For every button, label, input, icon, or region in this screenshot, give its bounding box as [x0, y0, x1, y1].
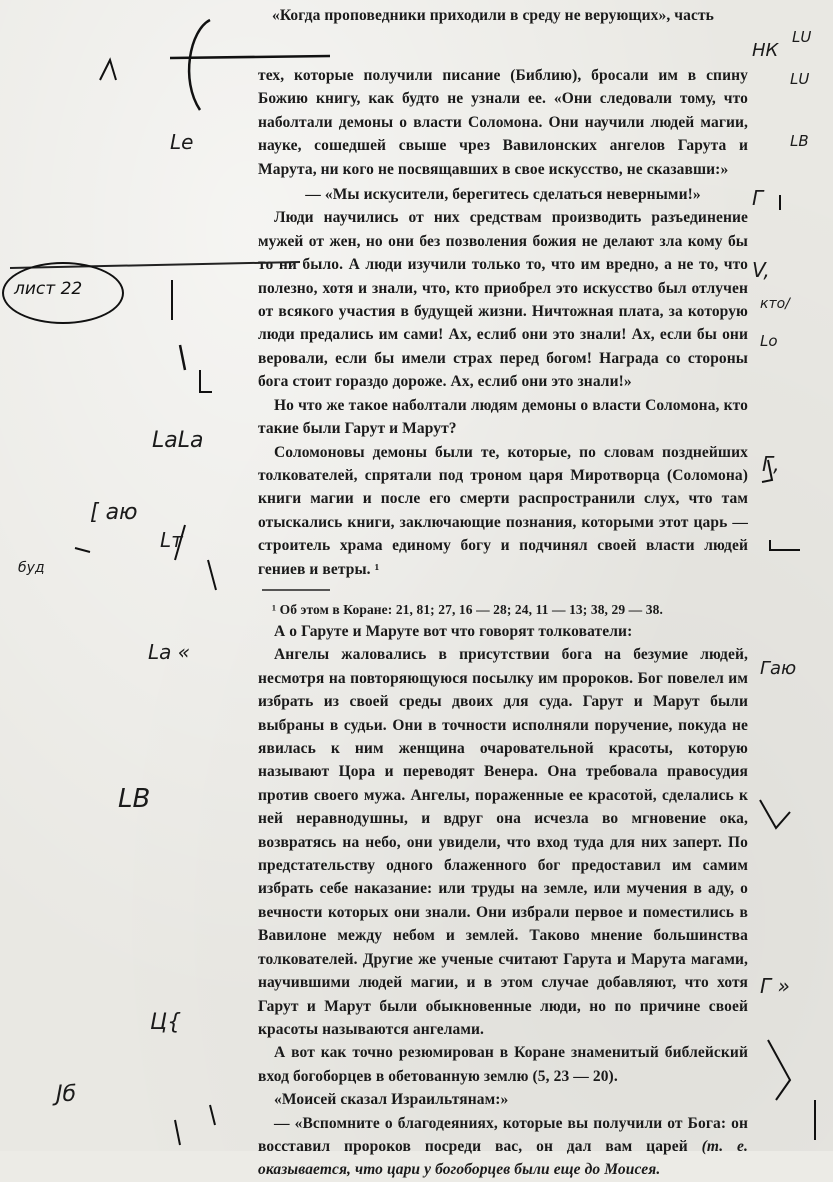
- margin-note-gamma-3: Г »: [760, 974, 790, 998]
- margin-note-lb: LB: [790, 132, 809, 150]
- header-line-block: [272, 4, 742, 27]
- margin-note-lala: LaLa: [152, 428, 204, 453]
- margin-note-bud: буд: [18, 560, 45, 576]
- margin-note-la: Lа «: [148, 640, 191, 664]
- main-text-block-2: [258, 620, 748, 1182]
- header-line: «Когда проповедники приходили в среду не верующих», часть: [272, 7, 714, 24]
- margin-note-gamma-2: Г,: [762, 452, 780, 476]
- paragraph-3: Но что же такое наболтали людям демоны о власти Соломона, кто такие были Гарут и Марут?: [258, 396, 748, 438]
- margin-note-lb-2: LВ: [118, 784, 151, 814]
- paragraph-2: Люди научились от них средствам производить разъединение мужей от жен, но они без позволения божия не делают зла кому бы то ни было. А люди изучили только то, что им вредно, а не то, что полезно, хотя и знали, что, кто приобрел это искусство был отлучен от всякого участия в будущей жизни. Ничтожная плата, за которую люди предались им сами! Ах, еслиб они это знали! Ах, если бы они веровали, если бы имели страх перед богом! Награда со стороны бога стоит гораздо дороже. Ах, еслиб они это знали!»: [258, 209, 748, 391]
- paragraph-9-italic: (т. е. оказывается, что цари у богоборцев были еще до Моисея.: [258, 1137, 748, 1179]
- margin-note-lu-1: LU: [792, 28, 812, 46]
- paragraph-8: «Моисей сказал Израильтянам:»: [274, 1091, 509, 1109]
- footnote: ¹ Об этом в Коране: 21, 81; 27, 16 — 28; 24, 11 — 13; 38, 29 — 38.: [272, 602, 663, 617]
- paragraph-9-start: — «Вспомните о благодеяниях, которые вы получили от Бога: он восставил пророков посреди вас, он дал вам царей: [258, 1114, 748, 1155]
- paragraph-5: А о Гаруте и Маруте вот что говорят толкователи:: [274, 623, 633, 640]
- paragraph-9: [258, 1112, 748, 1182]
- margin-note-nk: НК: [752, 40, 779, 61]
- paragraph-6: Ангелы жаловались в присутствии бога на безумие людей, несмотря на повторяющуюся посылку им пророков. Бог повелел им избрать из своей среды двоих для суда. Гарут и Марут были выбраны в судьи. Они в точности исполняли поручение, покуда не явилась к ним женщина очаровательной красоты, которую называют Цора и переводят Венера. Она требовала правосудия против своего мужа. Ангелы, пораженные ее красотой, сделались к ней неравнодушны, и вдруг она исчезла во мгновение ока, возвратясь на небо, они увидели, что вход туда для них заперт. По предстательству одного блаженного бог предоставил им самим избрать себе наказание: или труды на земле, или мучения в аду, о вечности которых они знали. Они избрали первое и поместились в Вавилоне между небом и землей. Таково мнение большинства толкователей. Другие же ученые считают Гарута и Марута магами, научившими людей магии, и в этом случае добавляют, что хотя Гарут и Марут были обыкновенные люди, но по причине своей красоты называются ангелами.: [258, 646, 748, 1038]
- margin-note-gamma: Г: [752, 186, 764, 210]
- margin-note-u: Ц{: [150, 1010, 182, 1035]
- sheet-label: лист 22: [14, 279, 83, 299]
- margin-note-ayu: [ аю: [90, 500, 138, 525]
- margin-note-v: V,: [752, 258, 770, 282]
- margin-note-le: Le: [170, 130, 194, 154]
- quote-1: — «Мы искусители, берегитесь сделаться неверными!»: [305, 186, 701, 204]
- paragraph-7: А вот как точно резюмирован в Коране знаменитый библейский вход богоборцев в обетованную землю (5, 23 — 20).: [258, 1044, 748, 1085]
- margin-note-gyu: Гаю: [760, 658, 797, 679]
- margin-note-lu-2: LU: [790, 70, 810, 88]
- paragraph-4: Соломоновы демоны были те, которые, по словам позднейших толкователей, спрятали под троном царя Миротворца (Соломона) книги магии и после его смерти распространили слух, что там отыскались книги, заключающие познания, которыми этот царь — строитель храма единому богу и подчинял своей власти людей гениев и ветры. ¹: [258, 443, 748, 578]
- margin-note-jb: Jб: [56, 1082, 77, 1107]
- margin-note-lo: Lo: [760, 332, 778, 350]
- paragraph-1: тех, которые получили писание (Библию), бросали им в спину Божию книгу, как будто не узнали ее. «Они следовали тому, что наболтали демоны о власти Соломона. Они научили людей магии, науке, сошедшей свыше чрез Вавилонских ангелов Гарута и Марута, ни кого не посвящавших в свое искусство, не сказавши:»: [258, 67, 748, 178]
- margin-note-lit: Lт: [160, 528, 183, 552]
- margin-note-kmo: кто/: [760, 296, 790, 312]
- footnote-block: [258, 600, 748, 620]
- main-text-block-1: [258, 64, 748, 581]
